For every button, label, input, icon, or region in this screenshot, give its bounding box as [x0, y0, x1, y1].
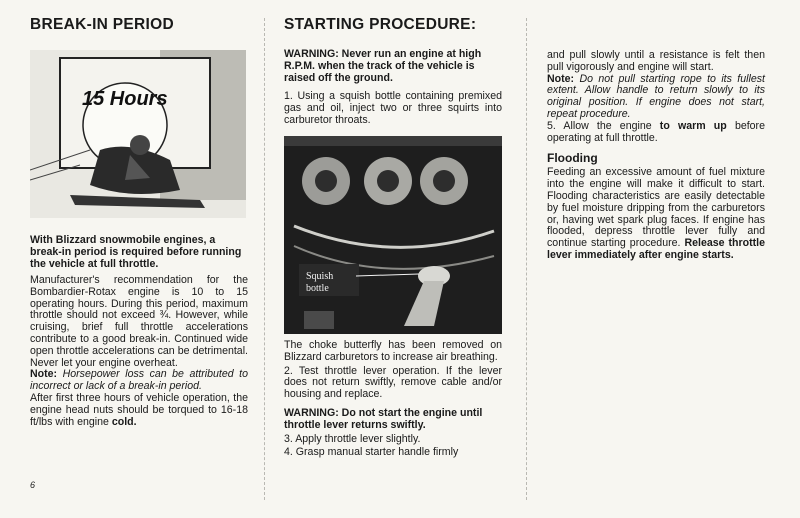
step-1: 1. Using a squish bottle containing premixed gas and oil, inject two or three squirts into carburetor throats. — [284, 90, 502, 126]
step-5 — [547, 121, 765, 145]
note-text: Horsepower loss can be attributed to incorrect or lack of a break-in period. — [30, 368, 248, 393]
para2-bold: cold. — [111, 415, 137, 428]
warning-throttle: WARNING: Do not start the engine until throttle lever returns swiftly. — [284, 406, 483, 431]
right-note-text: Do not pull starting rope to its fullest extent. Allow handle to return slowly to its original position. If engine does not start, repeat procedure. — [547, 72, 765, 120]
hours-sign-text: 15 Hours — [82, 88, 168, 110]
break-in-para2 — [30, 393, 248, 428]
step-4-continued: and pull slowly until a resistance is felt then pull vigorously and engine will start. — [547, 49, 765, 73]
break-in-para1: Manufacturer's recommendation for the Bombardier-Rotax engine is 10 to 15 operating hours. During this period, maximum throttle should not exceed ¾. However, while cruising, brief full throttle accelerations contribute to a good break-in. Continued wide open throttle accelerations can be detrimental. Never let your engine overheat. — [30, 274, 248, 369]
break-in-note — [30, 369, 248, 393]
step-5-b: before operating at full throttle. — [547, 119, 765, 144]
right-note — [547, 74, 765, 121]
step-4: 4. Grasp manual starter handle firmly — [284, 445, 459, 458]
flooding-text — [547, 167, 765, 261]
snowmobile-illustration — [30, 50, 246, 218]
starting-procedure-heading: STARTING PROCEDURE: — [284, 16, 477, 33]
flooding-heading: Flooding — [547, 151, 598, 166]
break-in-lead: With Blizzard snowmobile engines, a break-in period is required before running the vehicle at full throttle. — [30, 234, 242, 270]
step-3: 3. Apply throttle lever slightly. — [284, 432, 421, 445]
column-divider-1 — [264, 18, 265, 500]
squish-label-line1: Squish — [306, 271, 334, 282]
page-number: 6 — [30, 480, 36, 490]
step-5-bold: to warm up — [659, 119, 727, 132]
step-5-a: 5. Allow the engine — [547, 119, 652, 132]
break-in-illustration — [30, 50, 246, 218]
column-divider-2 — [526, 18, 527, 500]
step-2: 2. Test throttle lever operation. If the lever does not return swiftly, remove cable and/or housing and replace. — [284, 364, 502, 401]
carburetor-photo — [284, 136, 502, 334]
flooding-body: Feeding an excessive amount of fuel mixture into the engine will make it difficult to start. Flooding characteristics are easily detectable by fuel moisture dripping from the carburetors or, having wet spark plug faces. If engine has flooded, depress throttle lever fully and continue starting procedure. — [547, 166, 765, 250]
choke-text: The choke butterfly has been removed on Blizzard carburetors to increase air breathing. — [284, 339, 502, 363]
right-note-label: Note: — [547, 72, 575, 85]
squish-label-line2: bottle — [306, 283, 329, 294]
carburetor-photo-graphic — [284, 136, 502, 334]
break-in-heading: BREAK-IN PERIOD — [30, 16, 175, 33]
note-label: Note: — [30, 368, 58, 381]
flooding-bold: Release throttle lever immediately after engine starts. — [547, 237, 766, 261]
para2-text: After first three hours of vehicle operation, the engine head nuts should be torqued to 16-18 ft/lbs with engine — [30, 391, 248, 428]
warning-high-rpm: WARNING: Never run an engine at high R.P.M. when the track of the vehicle is raised off the ground. — [284, 48, 482, 84]
